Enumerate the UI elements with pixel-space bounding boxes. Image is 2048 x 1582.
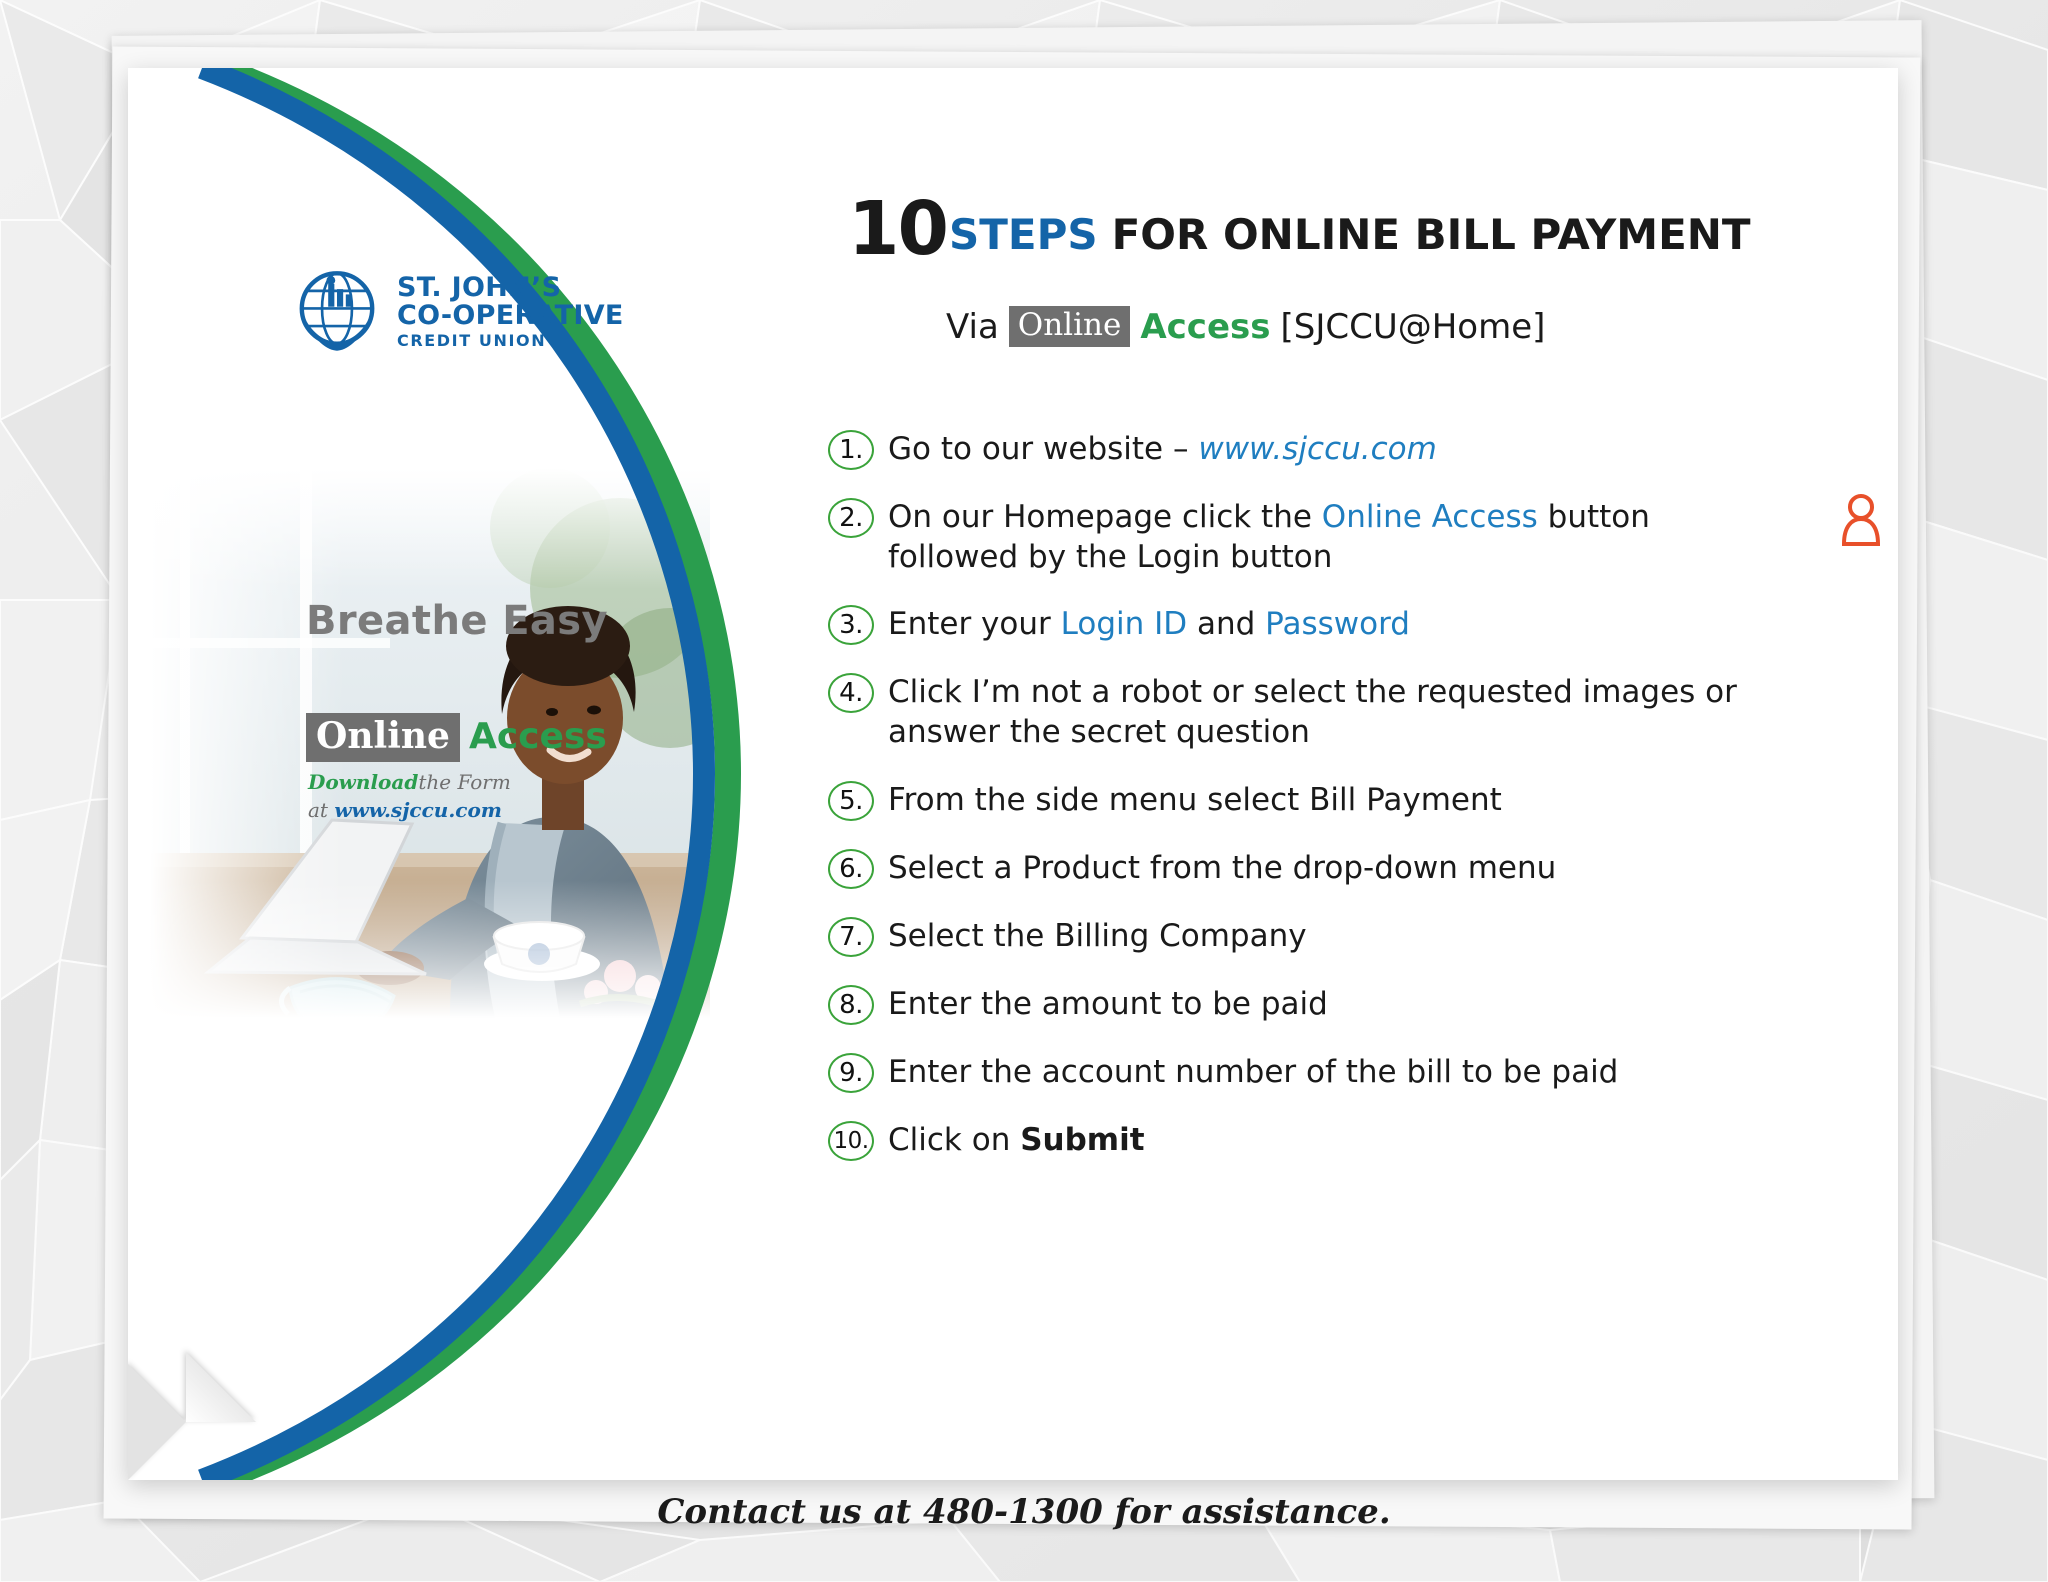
flyer-page	[128, 68, 1898, 1480]
step-plain-text: Enter your	[888, 606, 1061, 643]
online-access-badge	[306, 713, 607, 762]
promo-website-link[interactable]: www.sjccu.com	[334, 798, 502, 822]
step-number-badge: 9.	[828, 1053, 874, 1093]
step-item	[828, 915, 1878, 957]
step-text	[888, 915, 1307, 957]
step-text	[888, 428, 1437, 470]
badge-access-label: Access	[468, 716, 607, 757]
step-text	[888, 603, 1410, 645]
footer-contact: Contact us at 480-1300 for assistance.	[657, 1492, 1391, 1532]
step-highlight-text: Online Access	[1321, 499, 1538, 535]
step-text	[888, 1051, 1618, 1093]
step-number-badge: 7.	[828, 917, 874, 957]
title-big-number: 10	[848, 186, 947, 272]
step-item	[828, 496, 1878, 577]
step-text	[888, 847, 1556, 889]
promo-headline: Breathe Easy	[306, 598, 608, 644]
page-curl	[128, 1364, 186, 1480]
step-text	[888, 496, 1650, 577]
credit-union-logo-icon	[293, 268, 381, 356]
step-number-badge: 8.	[828, 985, 874, 1025]
logo	[293, 268, 624, 356]
step-plain-text: On our Homepage click the	[888, 499, 1322, 535]
step-number-badge: 3.	[828, 605, 874, 645]
promo-subline-1	[308, 770, 511, 794]
step-plain-text: Enter the account number of the bill to be paid	[888, 1053, 1619, 1090]
step-item	[828, 983, 1878, 1025]
step-highlight-text: Password	[1265, 606, 1410, 643]
step-item	[828, 847, 1878, 889]
step-number-badge: 1.	[828, 430, 874, 470]
page-title	[848, 186, 1751, 272]
step-plain-text: and	[1187, 606, 1266, 643]
step-plain-text: Select the Billing Company	[888, 917, 1307, 954]
person-icon	[1840, 492, 1882, 546]
step-plain-text: Enter the amount to be paid	[888, 985, 1328, 1022]
promo-theform-word: the Form	[418, 770, 511, 794]
step-text	[888, 671, 1737, 752]
step-plain-text: followed by the Login button	[888, 538, 1333, 575]
step-item	[828, 603, 1878, 645]
step-text	[888, 983, 1328, 1025]
step-plain-text: Click on	[888, 1121, 1021, 1158]
promo-download-word: Download	[308, 770, 419, 794]
step-item	[828, 1119, 1878, 1161]
title-remainder: FOR ONLINE BILL PAYMENT	[1111, 209, 1751, 259]
page-subtitle	[946, 306, 1545, 347]
logo-line-3: CREDIT UNION	[397, 331, 547, 351]
step-number-badge: 5.	[828, 781, 874, 821]
step-website-link[interactable]: www.sjccu.com	[1198, 431, 1437, 467]
step-item	[828, 671, 1878, 752]
subtitle-online-badge: Online	[1009, 306, 1131, 347]
subtitle-via: Via	[946, 306, 999, 347]
logo-text	[397, 274, 624, 350]
step-plain-text: answer the secret question	[888, 714, 1310, 751]
subtitle-bracket: [SJCCU@Home]	[1280, 306, 1546, 347]
step-item	[828, 1051, 1878, 1093]
step-number-badge: 10.	[828, 1121, 874, 1161]
subtitle-access: Access	[1140, 306, 1271, 347]
right-panel	[728, 68, 1898, 1480]
steps-list	[828, 428, 1878, 1187]
step-plain-text: From the side menu select Bill Payment	[888, 781, 1502, 818]
step-number-badge: 4.	[828, 673, 874, 713]
logo-line-2: CO-OPERATIVE	[397, 300, 624, 332]
step-plain-text: Go to our website –	[888, 431, 1199, 467]
step-item	[828, 428, 1878, 470]
step-bold-text: Submit	[1020, 1121, 1145, 1158]
left-panel	[128, 68, 768, 1480]
step-plain-text: Click I’m not a robot or select the requested images or	[888, 674, 1737, 711]
step-plain-text: button	[1537, 499, 1650, 535]
badge-online-label: Online	[306, 713, 460, 762]
step-number-badge: 2.	[828, 498, 874, 538]
step-text	[888, 1119, 1145, 1161]
step-plain-text: Select a Product from the drop-down menu	[888, 849, 1557, 886]
title-steps-word: STEPS	[948, 209, 1098, 259]
logo-line-1: ST. JOHN’S	[397, 272, 562, 304]
step-item	[828, 779, 1878, 821]
step-number-badge: 6.	[828, 849, 874, 889]
step-highlight-text: Login ID	[1060, 606, 1188, 643]
step-text	[888, 779, 1502, 821]
globe-hands-icon	[293, 268, 381, 356]
promo-subline-2	[308, 798, 502, 822]
promo-at-word: at	[308, 798, 335, 822]
